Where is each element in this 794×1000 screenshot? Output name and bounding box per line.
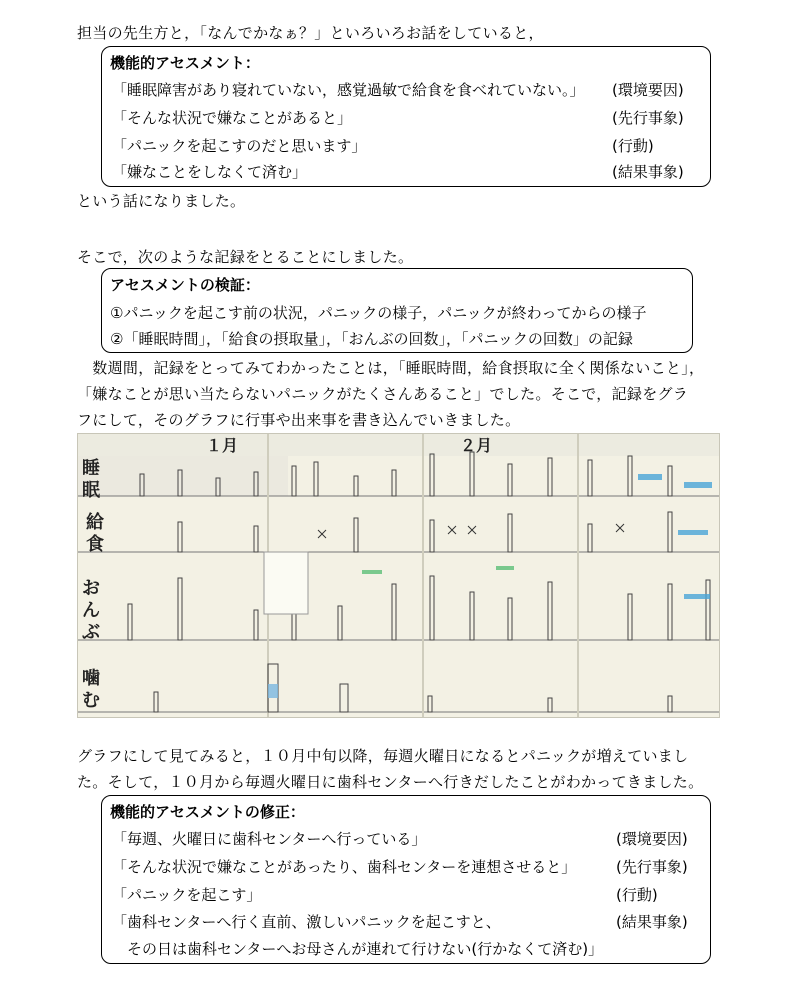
row-tag: (結果事象) xyxy=(612,163,684,181)
revised-row xyxy=(102,911,710,931)
row-tag: (環境要因) xyxy=(612,81,684,99)
findings-line-2: 「嫌なことが思い当たらないパニックがたくさんあること」でした。そこで，記録をグラ xyxy=(77,385,689,403)
row-text: 「パニックを起こすのだと思います」 xyxy=(112,137,367,155)
graph-photo-drawing xyxy=(78,434,719,717)
graph-text-line-2: た。そして，１０月から毎週火曜日に歯科センターへ行きだしたことがわかってきました。 xyxy=(77,773,704,791)
graph-text-line-1: グラフにして見てみると，１０月中旬以降，毎週火曜日になるとパニックが増えていまし xyxy=(77,747,689,765)
month-label-feb: ２月 xyxy=(460,436,493,455)
row-tag: (行動) xyxy=(616,886,658,904)
assessment-verification-box xyxy=(101,268,693,353)
intro-line-1: 担当の先生方と，「なんでかなぁ？」といろいろお話をしていると， xyxy=(77,24,544,42)
row-text: 「嫌なことをしなくて済む」 xyxy=(112,163,308,181)
verification-item xyxy=(102,328,692,348)
row-tag: (先行事象) xyxy=(612,109,684,127)
verification-item xyxy=(102,302,692,322)
row-label-bite-2: む xyxy=(82,690,100,711)
row-label-sleep-1: 睡 xyxy=(82,458,100,479)
revised-row xyxy=(102,938,710,958)
row-label-lunch-1: 給 xyxy=(86,512,104,533)
revised-row xyxy=(102,884,710,904)
row-tag: (行動) xyxy=(612,137,654,155)
row-text: その日は歯科センターへお母さんが連れて行けない(行かなくて済む)」 xyxy=(112,940,604,958)
row-text: 「歯科センターへ行く直前、激しいパニックを起こすと、 xyxy=(112,913,501,931)
row-label-piggyback-1: お xyxy=(82,578,100,599)
intro-line-2: という話になりました。 xyxy=(77,192,246,210)
row-label-bite-1: 噛 xyxy=(82,668,100,689)
findings-line-3: フにして，そのグラフに行事や出来事を書き込んでいきました。 xyxy=(77,411,521,429)
row-label-lunch-2: 食 xyxy=(86,534,104,555)
box-title: 機能的アセスメントの修正： xyxy=(110,803,305,821)
row-text: 「睡眠障害があり寝れていない，感覚過敏で給食を食べれていない。」 xyxy=(112,81,585,99)
revised-row xyxy=(102,828,710,848)
row-tag: (先行事象) xyxy=(616,858,688,876)
findings-line-1: 数週間，記録をとってみてわかったことは，「睡眠時間，給食摂取に全く関係ないこと」， xyxy=(77,359,705,377)
functional-assessment-box xyxy=(101,46,711,187)
row-label-piggyback-3: ぶ xyxy=(82,622,100,643)
item-text: ②「睡眠時間」，「給食の摂取量」，「おんぶの回数」，「パニックの回数」の記録 xyxy=(110,330,633,348)
assessment-row xyxy=(102,135,710,155)
row-tag: (結果事象) xyxy=(616,913,688,931)
row-text: 「パニックを起こす」 xyxy=(112,886,262,904)
revised-row xyxy=(102,856,710,876)
row-text: 「毎週、火曜日に歯科センターへ行っている」 xyxy=(112,830,427,848)
item-text: ①パニックを起こす前の状況，パニックの様子，パニックが終わってからの様子 xyxy=(110,304,647,322)
row-text: 「そんな状況で嫌なことがあると」 xyxy=(112,109,353,127)
assessment-row xyxy=(102,107,710,127)
box-title: アセスメントの検証： xyxy=(110,276,260,294)
record-intro: そこで，次のような記録をとることにしました。 xyxy=(77,248,414,266)
row-label-sleep-2: 眠 xyxy=(82,480,100,501)
box-title: 機能的アセスメント： xyxy=(110,54,260,72)
row-label-piggyback-2: ん xyxy=(82,600,100,621)
assessment-row xyxy=(102,161,710,181)
row-text: 「そんな状況で嫌なことがあったり、歯科センターを連想させると」 xyxy=(112,858,577,876)
record-graph-photo xyxy=(77,433,720,718)
revised-assessment-box xyxy=(101,795,711,964)
month-label-jan: １月 xyxy=(206,436,239,455)
assessment-row xyxy=(102,79,710,99)
row-tag: (環境要因) xyxy=(616,830,688,848)
